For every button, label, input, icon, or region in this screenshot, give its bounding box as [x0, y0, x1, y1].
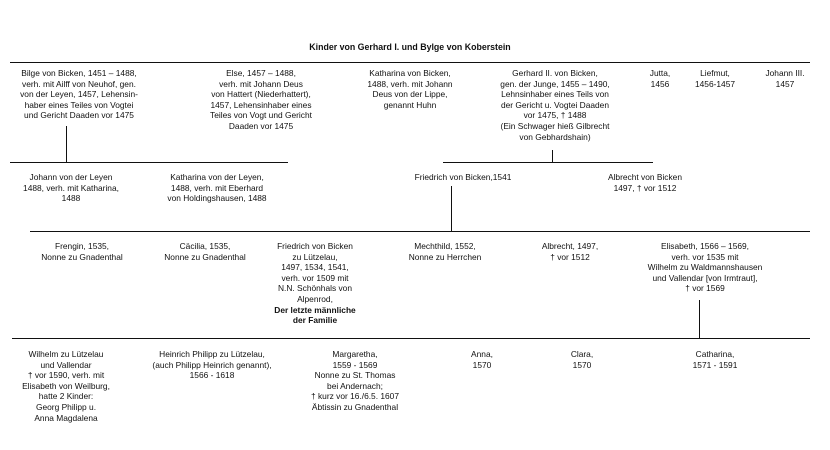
- person-else: Else, 1457 – 1488, verh. mit Johann Deus von Hattert (Niederhattert), 1457, Lehensinhaber eines Teiles von Vogt und Gericht Daaden vor 1475: [210, 68, 312, 131]
- person-catharina: Catharina, 1571 - 1591: [692, 349, 738, 370]
- person-elisabeth: Elisabeth, 1566 – 1569, verh. vor 1535 mit Wilhelm zu Waldmannshausen und Vallendar [von Irmtraut], † vor 1569: [647, 241, 763, 294]
- person-anna: Anna, 1570: [471, 349, 493, 370]
- connector-friedrich: [451, 186, 452, 231]
- person-friedrich-luetzelau-text: Friedrich von Bicken zu Lützelau, 1497, 1534, 1541, verh. vor 1509 mit N.N. Schönhals von Alpenrod,: [277, 241, 353, 304]
- generation-1-line: [10, 62, 810, 63]
- person-wilhelm: Wilhelm zu Lützelau und Vallendar † vor 1590, verh. mit Elisabeth von Weilburg, hatte 2 Kinder: Georg Philipp u. Anna Magdalena: [22, 349, 110, 423]
- person-liefmut: Liefmut, 1456-1457: [694, 68, 736, 89]
- person-margaretha: Margaretha, 1559 - 1569 Nonne zu St. Thomas bei Andernach; † kurz vor 16./6.5. 1607 Äbtissin zu Gnadenthal: [311, 349, 399, 412]
- generation-2-line-left: [10, 162, 288, 163]
- person-mechthild: Mechthild, 1552, Nonne zu Herrchen: [408, 241, 482, 262]
- person-caecilia: Cäcilia, 1535, Nonne zu Gnadenthal: [164, 241, 246, 262]
- generation-2-line-right: [443, 162, 653, 163]
- generation-3-line: [30, 231, 810, 232]
- connector-elisabeth: [699, 300, 700, 338]
- person-gerhard-ii: Gerhard II. von Bicken, gen. der Junge, 1455 – 1490, Lehnsinhaber eines Teils von der Gericht u. Vogtei Daaden vor 1475, † 1488 (Ein Schwager hieß Gilbrecht von Gebhardshain): [500, 68, 610, 142]
- page-title: Kinder von Gerhard I. und Bylge von Koberstein: [309, 42, 511, 52]
- person-clara: Clara, 1570: [570, 349, 594, 370]
- connector-bilge: [66, 126, 67, 162]
- person-heinrich-philipp: Heinrich Philipp zu Lützelau, (auch Philipp Heinrich genannt), 1566 - 1618: [152, 349, 272, 381]
- person-katharina-leyen: Katharina von der Leyen, 1488, verh. mit Eberhard von Holdingshausen, 1488: [167, 172, 267, 204]
- connector-gerhard: [552, 150, 553, 162]
- person-friedrich-luetzelau-note: Der letzte männliche der Familie: [274, 304, 356, 326]
- person-katharina-bicken: Katharina von Bicken, 1488, verh. mit Johann Deus von der Lippe, genannt Huhn: [367, 68, 453, 110]
- person-friedrich-bicken: Friedrich von Bicken,1541: [414, 172, 512, 182]
- person-friedrich-luetzelau: [255, 241, 375, 326]
- person-albrecht-bicken: Albrecht von Bicken 1497, † vor 1512: [607, 172, 683, 193]
- person-frengin: Frengin, 1535, Nonne zu Gnadenthal: [41, 241, 123, 262]
- person-albrecht: Albrecht, 1497, † vor 1512: [541, 241, 599, 262]
- generation-4-line: [12, 338, 810, 339]
- person-bilge: Bilge von Bicken, 1451 – 1488, verh. mit Ailff von Neuhof, gen. von der Leyen, 1457, Lehensin- haber eines Teiles von Vogtei und Gericht Daaden vor 1475: [20, 68, 138, 121]
- person-johann-iii: Johann III. 1457: [765, 68, 805, 89]
- person-johann-leyen: Johann von der Leyen 1488, verh. mit Katharina, 1488: [23, 172, 119, 204]
- person-jutta: Jutta, 1456: [649, 68, 671, 89]
